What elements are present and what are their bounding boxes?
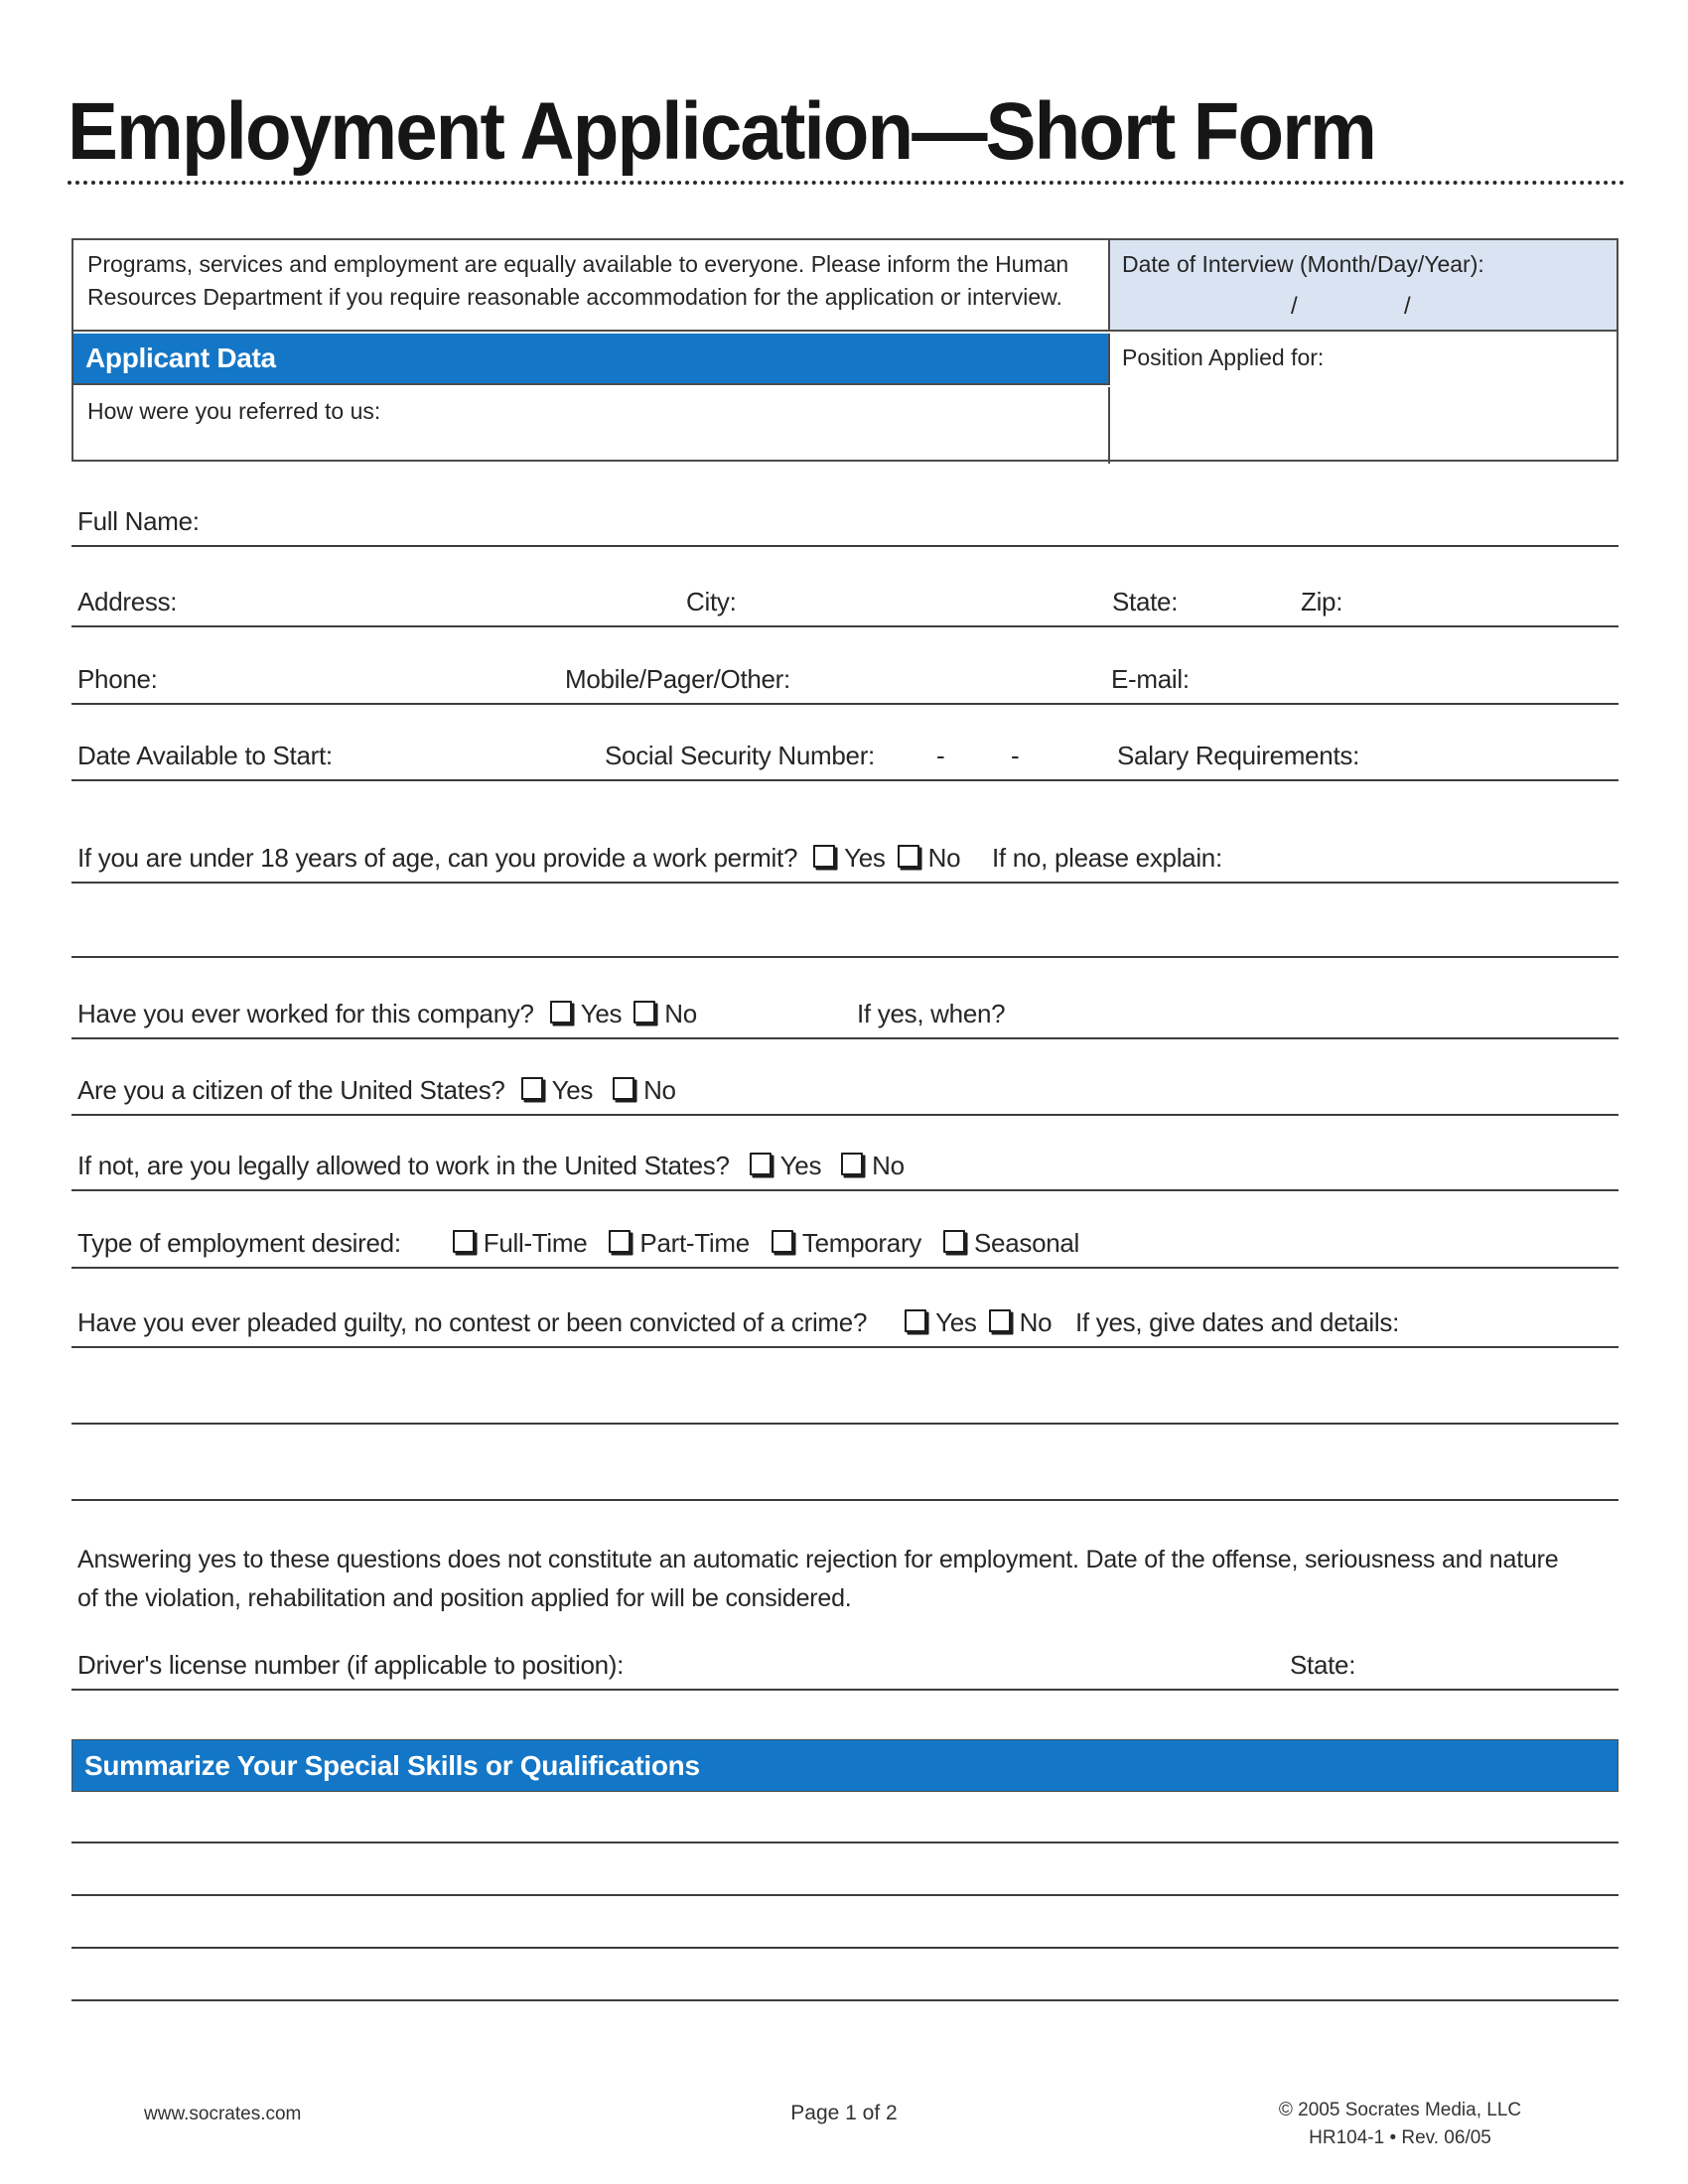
skills-input-line[interactable] [71,1999,1618,2001]
email-label: E-mail: [1111,664,1190,694]
work-permit-yes-checkbox[interactable] [813,845,835,868]
salary-label: Salary Requirements: [1117,741,1359,770]
citizenship-question-row[interactable] [71,1069,1618,1116]
yes-label: Yes [551,1075,594,1105]
legally-allowed-question-row[interactable] [71,1145,1618,1191]
ssn-label: Social Security Number: [605,741,875,770]
legally-allowed-no-checkbox[interactable] [841,1153,863,1175]
full-time-label: Full-Time [483,1228,588,1258]
dl-state-label: State: [1290,1650,1356,1680]
date-slash: / [1291,292,1298,320]
phone-field-row[interactable] [71,658,1618,705]
no-label: No [664,999,697,1028]
form-title: Employment Application—Short Form [68,86,1376,177]
position-applied-field[interactable] [1110,332,1617,464]
date-available-field-row[interactable] [71,735,1618,781]
worked-before-yes-checkbox[interactable] [550,1001,572,1024]
seasonal-label: Seasonal [974,1228,1080,1258]
work-permit-question-row[interactable] [71,832,1618,884]
date-slash: / [1404,292,1411,320]
yes-label: Yes [779,1151,822,1180]
employment-type-label: Type of employment desired: [77,1228,401,1258]
header-table [71,238,1618,462]
no-label: No [927,843,961,873]
skills-section-header [71,1739,1618,1792]
drivers-license-field-row[interactable] [71,1644,1618,1691]
crime-question-label: Have you ever pleaded guilty, no contest or been convicted of a crime? [77,1307,868,1337]
worked-before-question-label: Have you ever worked for this company? [77,999,534,1028]
footer-page-number: Page 1 of 2 [790,2102,898,2124]
work-permit-no-checkbox[interactable] [898,845,919,868]
part-time-checkbox[interactable] [609,1230,631,1253]
footer-copyright-block [1251,2097,1549,2151]
employment-type-row[interactable] [71,1222,1618,1269]
part-time-label: Part-Time [639,1228,750,1258]
applicant-data-title: Applicant Data [85,342,276,373]
city-label: City: [686,587,737,616]
crime-question-row[interactable] [71,1301,1618,1348]
ssn-dash: - [936,741,945,770]
mobile-pager-label: Mobile/Pager/Other: [565,664,790,694]
footer-website: www.socrates.com [144,2104,302,2124]
footer-copyright: © 2005 Socrates Media, LLC [1278,2100,1522,2120]
full-name-field-row[interactable] [71,494,1618,547]
full-time-checkbox[interactable] [453,1230,475,1253]
no-label: No [1019,1307,1053,1337]
work-permit-followup-label: If no, please explain: [992,843,1222,873]
citizen-no-checkbox[interactable] [613,1077,634,1100]
full-name-label: Full Name: [77,506,200,536]
crime-yes-checkbox[interactable] [905,1309,926,1332]
worked-before-no-checkbox[interactable] [633,1001,655,1024]
crime-details-input-line[interactable] [71,1423,1618,1425]
drivers-license-label: Driver's license number (if applicable to position): [77,1650,625,1680]
position-applied-label: Position Applied for: [1122,344,1325,370]
equal-opportunity-notice: Programs, services and employment are equally available to everyone. Please inform the Human Resources Department if you require reasonable accommodation for the application or interview. [73,240,1110,332]
conviction-note: Answering yes to these questions does not constitute an automatic rejection for employment. Date of the offense, seriousness and nature of the violation, rehabilitation and position applied for will be considered. [77,1546,1559,1612]
legally-allowed-yes-checkbox[interactable] [750,1153,772,1175]
date-available-label: Date Available to Start: [77,741,333,770]
worked-before-question-row[interactable] [71,993,1618,1039]
explain-input-line[interactable] [71,956,1618,958]
dotted-divider [68,181,1625,185]
work-permit-question-label: If you are under 18 years of age, can you provide a work permit? [77,843,798,873]
state-label: State: [1112,587,1179,616]
yes-label: Yes [580,999,623,1028]
skills-section-title: Summarize Your Special Skills or Qualifications [84,1749,700,1781]
temporary-checkbox[interactable] [772,1230,793,1253]
yes-label: Yes [844,843,886,873]
referred-label: How were you referred to us: [87,398,381,424]
citizen-yes-checkbox[interactable] [521,1077,543,1100]
ssn-dash: - [1011,741,1020,770]
citizenship-question-label: Are you a citizen of the United States? [77,1075,505,1105]
seasonal-checkbox[interactable] [943,1230,965,1253]
crime-no-checkbox[interactable] [989,1309,1011,1332]
zip-label: Zip: [1301,587,1343,616]
date-of-interview-label: Date of Interview (Month/Day/Year): [1122,251,1484,277]
yes-label: Yes [935,1307,977,1337]
address-field-row[interactable] [71,581,1618,627]
legally-allowed-question-label: If not, are you legally allowed to work in the United States? [77,1151,730,1180]
worked-before-followup-label: If yes, when? [857,999,1006,1028]
skills-input-line[interactable] [71,1842,1618,1843]
applicant-data-section-header [73,334,1110,385]
crime-followup-label: If yes, give dates and details: [1075,1307,1400,1337]
footer-form-number: HR104-1 • Rev. 06/05 [1309,2126,1491,2148]
address-label: Address: [77,587,178,616]
skills-input-line[interactable] [71,1894,1618,1896]
referred-field[interactable] [73,387,1110,464]
skills-input-line[interactable] [71,1947,1618,1949]
phone-label: Phone: [77,664,158,694]
no-label: No [872,1151,905,1180]
temporary-label: Temporary [801,1228,922,1258]
no-label: No [643,1075,676,1105]
crime-details-input-line[interactable] [71,1499,1618,1501]
date-of-interview-field[interactable] [1110,240,1617,332]
